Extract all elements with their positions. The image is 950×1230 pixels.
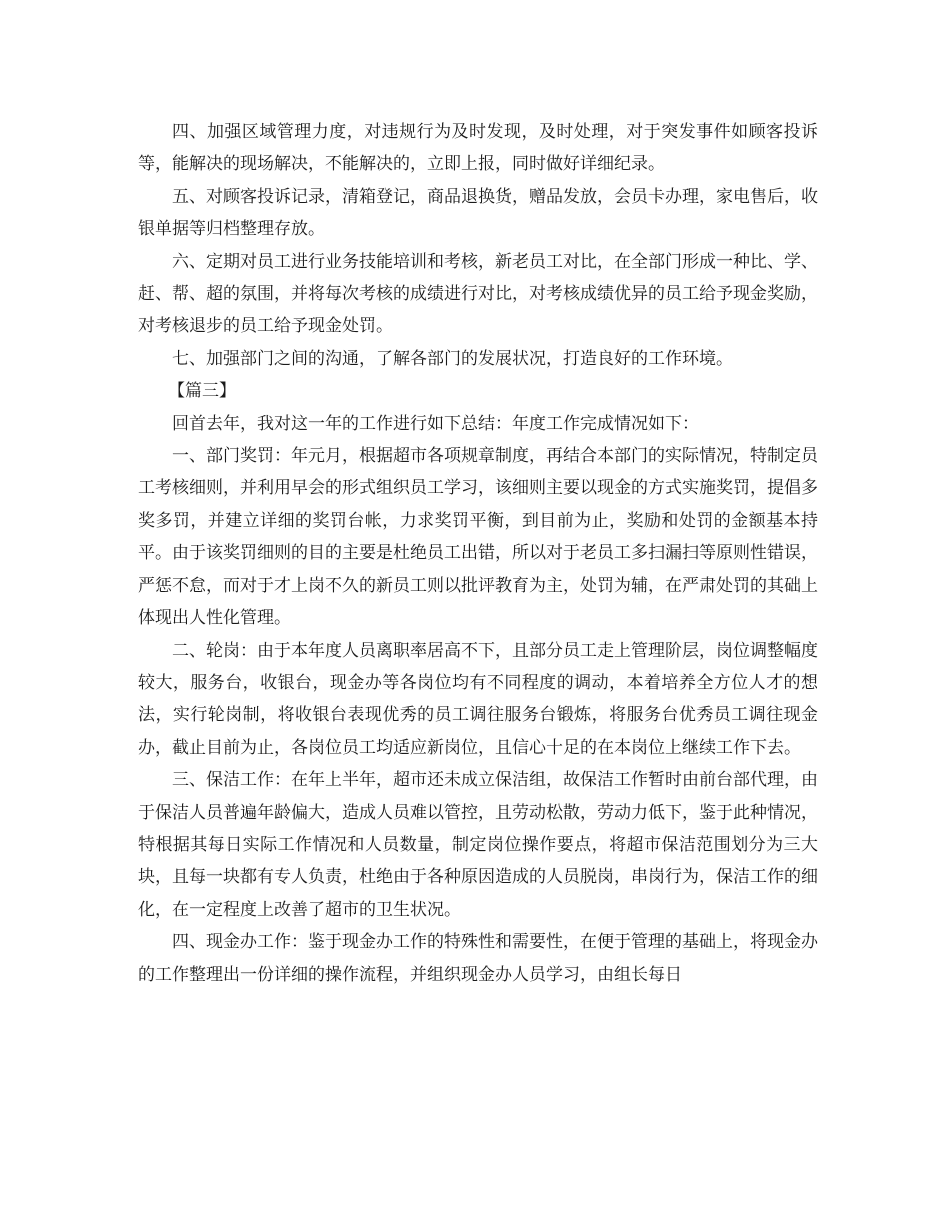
section-intro: 回首去年，我对这一年的工作进行如下总结：年度工作完成情况如下： <box>172 413 699 434</box>
section-item-4: 四、现金办工作：鉴于现金办工作的特殊性和需要性，在便于管理的基础上，将现金办的工作整理出一份详细的操作流程，并组织现金办人员学习，由组长每日 <box>138 932 818 985</box>
section-heading: 【篇三】 <box>168 381 236 402</box>
section-item-3: 三、保洁工作：在年上半年，超市还未成立保洁组，故保洁工作暂时由前台部代理，由于保洁人员普遍年龄偏大，造成人员难以管控，且劳动松散，劳动力低下，鉴于此种情况，特根据其每日实际工作情况和人员数量，制定岗位操作要点，将超市保洁范围划分为三大块，且每一块都有专人负责，杜绝由于各种原因造成的人员脱岗，串岗行为，保洁工作的细化，在一定程度上改善了超市的卫生状况。 <box>138 770 818 920</box>
document-body <box>138 116 818 991</box>
paragraph-6: 六、定期对员工进行业务技能培训和考核，新老员工对比，在全部门形成一种比、学、赶、帮、超的氛围，并将每次考核的成绩进行对比，对考核成绩优异的员工给予现金奖励，对考核退步的员工给予现金处罚。 <box>138 251 818 337</box>
section-item-2: 二、轮岗：由于本年度人员离职率居高不下，且部分员工走上管理阶层，岗位调整幅度较大，服务台，收银台，现金办等各岗位均有不同程度的调动，本着培养全方位人才的想法，实行轮岗制，将收银台表现优秀的员工调往服务台锻炼，将服务台优秀员工调往现金办，截止目前为止，各岗位员工均适应新岗位，且信心十足的在本岗位上继续工作下去。 <box>138 640 818 758</box>
paragraph-5: 五、对顾客投诉记录，清箱登记，商品退换货，赠品发放，会员卡办理，家电售后，收银单据等归档整理存放。 <box>138 186 818 240</box>
paragraph-4: 四、加强区域管理力度，对违规行为及时发现，及时处理，对于突发事件如顾客投诉等，能解决的现场解决，不能解决的，立即上报，同时做好详细纪录。 <box>138 122 818 175</box>
section-item-1: 一、部门奖罚：年元月，根据超市各项规章制度，再结合本部门的实际情况，特制定员工考核细则，并利用早会的形式组织员工学习，该细则主要以现金的方式实施奖罚，提倡多奖多罚，并建立详细的奖罚台帐，力求奖罚平衡，到目前为止，奖励和处罚的金额基本持平。由于该奖罚细则的目的主要是杜绝员工出错，所以对于老员工多扫漏扫等原则性错误，严惩不怠，而对于才上岗不久的新员工则以批评教育为主，处罚为辅，在严肃处罚的其础上体现出人性化管理。 <box>138 446 818 629</box>
paragraph-7: 七、加强部门之间的沟通，了解各部门的发展状况，打造良好的工作环境。 <box>172 348 733 369</box>
